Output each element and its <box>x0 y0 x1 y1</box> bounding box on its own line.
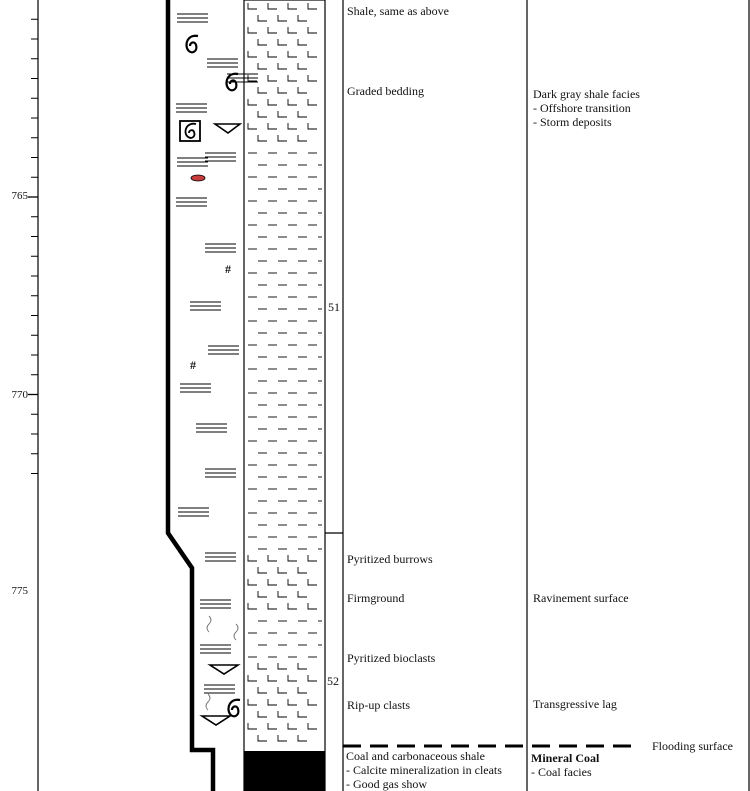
silt-step <box>288 51 297 57</box>
silt-step <box>278 111 287 117</box>
silt-step <box>278 591 287 597</box>
silt-step <box>248 51 257 57</box>
burrow-icon <box>234 624 238 640</box>
description-shale-same: Shale, same as above <box>347 4 449 18</box>
silt-step <box>258 87 267 93</box>
description-ripup-clasts: Rip-up clasts <box>347 698 410 712</box>
silt-step <box>278 135 287 141</box>
silt-step <box>278 63 287 69</box>
silt-step <box>288 3 297 9</box>
silt-step <box>308 723 317 729</box>
silt-step <box>278 87 287 93</box>
silt-step <box>288 555 297 561</box>
silt-step <box>308 51 317 57</box>
interpretation-offshore: - Offshore transition <box>533 101 631 115</box>
description-coal-line2: - Calcite mineralization in cleats <box>346 763 502 777</box>
silt-step <box>308 699 317 705</box>
interpretation-mineral-coal: Mineral Coal <box>531 751 600 765</box>
silt-step <box>288 603 297 609</box>
silt-step <box>268 27 277 33</box>
silt-step <box>278 15 287 21</box>
silt-step <box>298 63 307 69</box>
fossil-icon <box>228 700 240 717</box>
coal-bed <box>244 751 325 791</box>
silt-step <box>308 75 317 81</box>
silt-step <box>288 99 297 105</box>
silt-step <box>298 567 307 573</box>
fossil-icon <box>186 36 198 53</box>
interpretation-coal-facies: - Coal facies <box>531 765 592 779</box>
silt-step <box>258 735 267 741</box>
boxed-fossil-icon <box>185 124 196 138</box>
silt-step <box>298 687 307 693</box>
silt-step <box>308 603 317 609</box>
silt-step <box>248 675 257 681</box>
interpretation-dark-gray-shale: Dark gray shale facies <box>533 87 640 101</box>
silt-step <box>268 723 277 729</box>
silt-step <box>298 111 307 117</box>
silt-step <box>308 3 317 9</box>
silt-step <box>248 579 257 585</box>
description-pyritized-bioclasts: Pyritized bioclasts <box>347 651 436 665</box>
bed-number-52: 52 <box>327 674 339 688</box>
silt-step <box>258 567 267 573</box>
interpretation-storm: - Storm deposits <box>533 115 612 129</box>
scour-icon <box>202 716 230 725</box>
silt-step <box>268 123 277 129</box>
depth-label-775: 775 <box>11 585 28 597</box>
silt-step <box>258 135 267 141</box>
description-graded-bedding: Graded bedding <box>347 84 424 98</box>
silt-step <box>278 687 287 693</box>
burrow-symbols <box>206 616 238 710</box>
silt-step <box>308 99 317 105</box>
silt-step <box>298 663 307 669</box>
silt-step <box>298 735 307 741</box>
lithology-column-frame <box>244 0 325 791</box>
description-coal-line1: Coal and carbonaceous shale <box>346 749 485 763</box>
scour-icon <box>210 665 238 674</box>
silt-step <box>288 75 297 81</box>
silt-step <box>298 15 307 21</box>
silt-step <box>298 39 307 45</box>
silt-step <box>258 687 267 693</box>
silt-step <box>308 123 317 129</box>
lamination-symbols <box>176 14 258 693</box>
silt-step <box>288 27 297 33</box>
silt-step <box>298 711 307 717</box>
silt-step <box>268 675 277 681</box>
silt-step <box>308 555 317 561</box>
silt-step <box>258 15 267 21</box>
pyrite-nodule-icon <box>191 175 205 181</box>
silt-step <box>248 123 257 129</box>
silt-step <box>278 735 287 741</box>
silt-step <box>268 555 277 561</box>
silt-step <box>288 723 297 729</box>
silt-step <box>308 27 317 33</box>
description-pyritized-burrows: Pyritized burrows <box>347 552 433 566</box>
silt-step <box>288 579 297 585</box>
lithology-column <box>244 0 325 791</box>
grain-size-profile-line <box>168 0 213 791</box>
silt-step <box>248 555 257 561</box>
description-coal-line3: - Good gas show <box>346 777 427 791</box>
silt-step <box>268 699 277 705</box>
silt-step <box>278 663 287 669</box>
silt-step <box>308 675 317 681</box>
silt-step <box>268 75 277 81</box>
silt-step <box>308 579 317 585</box>
silt-step <box>248 99 257 105</box>
silt-step <box>248 699 257 705</box>
silt-step <box>268 603 277 609</box>
silt-step <box>248 603 257 609</box>
silt-step <box>268 99 277 105</box>
silt-step <box>298 87 307 93</box>
depth-ticks <box>28 19 38 473</box>
silt-step <box>258 63 267 69</box>
silt-step <box>288 699 297 705</box>
hash-symbol: # <box>190 358 196 372</box>
silt-step <box>278 39 287 45</box>
silt-step <box>268 51 277 57</box>
description-firmground: Firmground <box>347 591 405 605</box>
bed-number-51: 51 <box>328 300 340 314</box>
silt-step <box>258 663 267 669</box>
interpretation-ravinement: Ravinement surface <box>533 591 629 605</box>
silt-step <box>248 27 257 33</box>
silt-step <box>258 39 267 45</box>
shale-pattern <box>248 3 322 741</box>
flooding-surface-label: Flooding surface <box>652 739 733 753</box>
silt-step <box>278 567 287 573</box>
silt-step <box>248 3 257 9</box>
silt-step <box>268 579 277 585</box>
silt-step <box>298 591 307 597</box>
silt-step <box>248 723 257 729</box>
burrow-icon <box>207 616 211 632</box>
fossil-symbols <box>180 36 240 717</box>
burrow-icon <box>206 694 210 710</box>
silt-step <box>258 711 267 717</box>
depth-label-770: 770 <box>11 389 28 401</box>
silt-step <box>268 3 277 9</box>
silt-step <box>258 591 267 597</box>
silt-step <box>258 111 267 117</box>
silt-step <box>298 135 307 141</box>
silt-step <box>288 123 297 129</box>
scour-icon <box>215 124 240 133</box>
silt-step <box>278 711 287 717</box>
hash-symbol: # <box>225 262 231 276</box>
depth-label-765: 765 <box>11 190 28 202</box>
silt-step <box>288 675 297 681</box>
interpretation-transgressive-lag: Transgressive lag <box>533 697 617 711</box>
